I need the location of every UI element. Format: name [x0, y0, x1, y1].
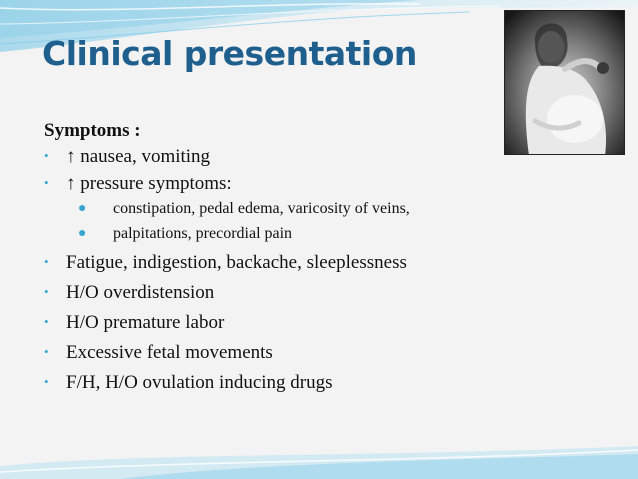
sub-list-item: [78, 200, 410, 218]
list-item-text: H/O premature labor: [66, 312, 225, 333]
bullet-icon: •: [44, 148, 49, 163]
list-item-text: Excessive fetal movements: [66, 342, 273, 363]
slide-title: Clinical presentation: [42, 34, 417, 73]
bottom-wave-decoration: [0, 444, 638, 479]
bullet-icon: •: [44, 175, 49, 190]
list-item: [44, 282, 214, 304]
list-item: [44, 342, 273, 364]
list-item: [44, 372, 333, 394]
list-item: [44, 146, 210, 168]
pregnant-woman-photo: [504, 10, 625, 155]
sub-bullet-icon: ●: [78, 201, 87, 216]
bullet-icon: •: [44, 344, 49, 359]
list-item-text: ↑ pressure symptoms:: [66, 173, 232, 194]
list-item: [44, 312, 224, 334]
sub-bullet-icon: ●: [78, 226, 87, 241]
list-item-text: constipation, pedal edema, varicosity of veins,: [113, 200, 410, 217]
list-item: [44, 173, 232, 195]
list-item: [44, 252, 407, 274]
bullet-icon: •: [44, 374, 49, 389]
bullet-icon: •: [44, 284, 49, 299]
list-item-text: ↑ nausea, vomiting: [66, 146, 211, 167]
list-item-text: F/H, H/O ovulation inducing drugs: [66, 372, 333, 393]
list-item-text: H/O overdistension: [66, 282, 215, 303]
list-item-text: palpitations, precordial pain: [113, 225, 293, 242]
symptoms-heading: Symptoms :: [44, 120, 141, 141]
list-item-text: Fatigue, indigestion, backache, sleeplessness: [66, 252, 407, 273]
bullet-icon: •: [44, 314, 49, 329]
sub-list-item: [78, 225, 292, 243]
bullet-icon: •: [44, 254, 49, 269]
